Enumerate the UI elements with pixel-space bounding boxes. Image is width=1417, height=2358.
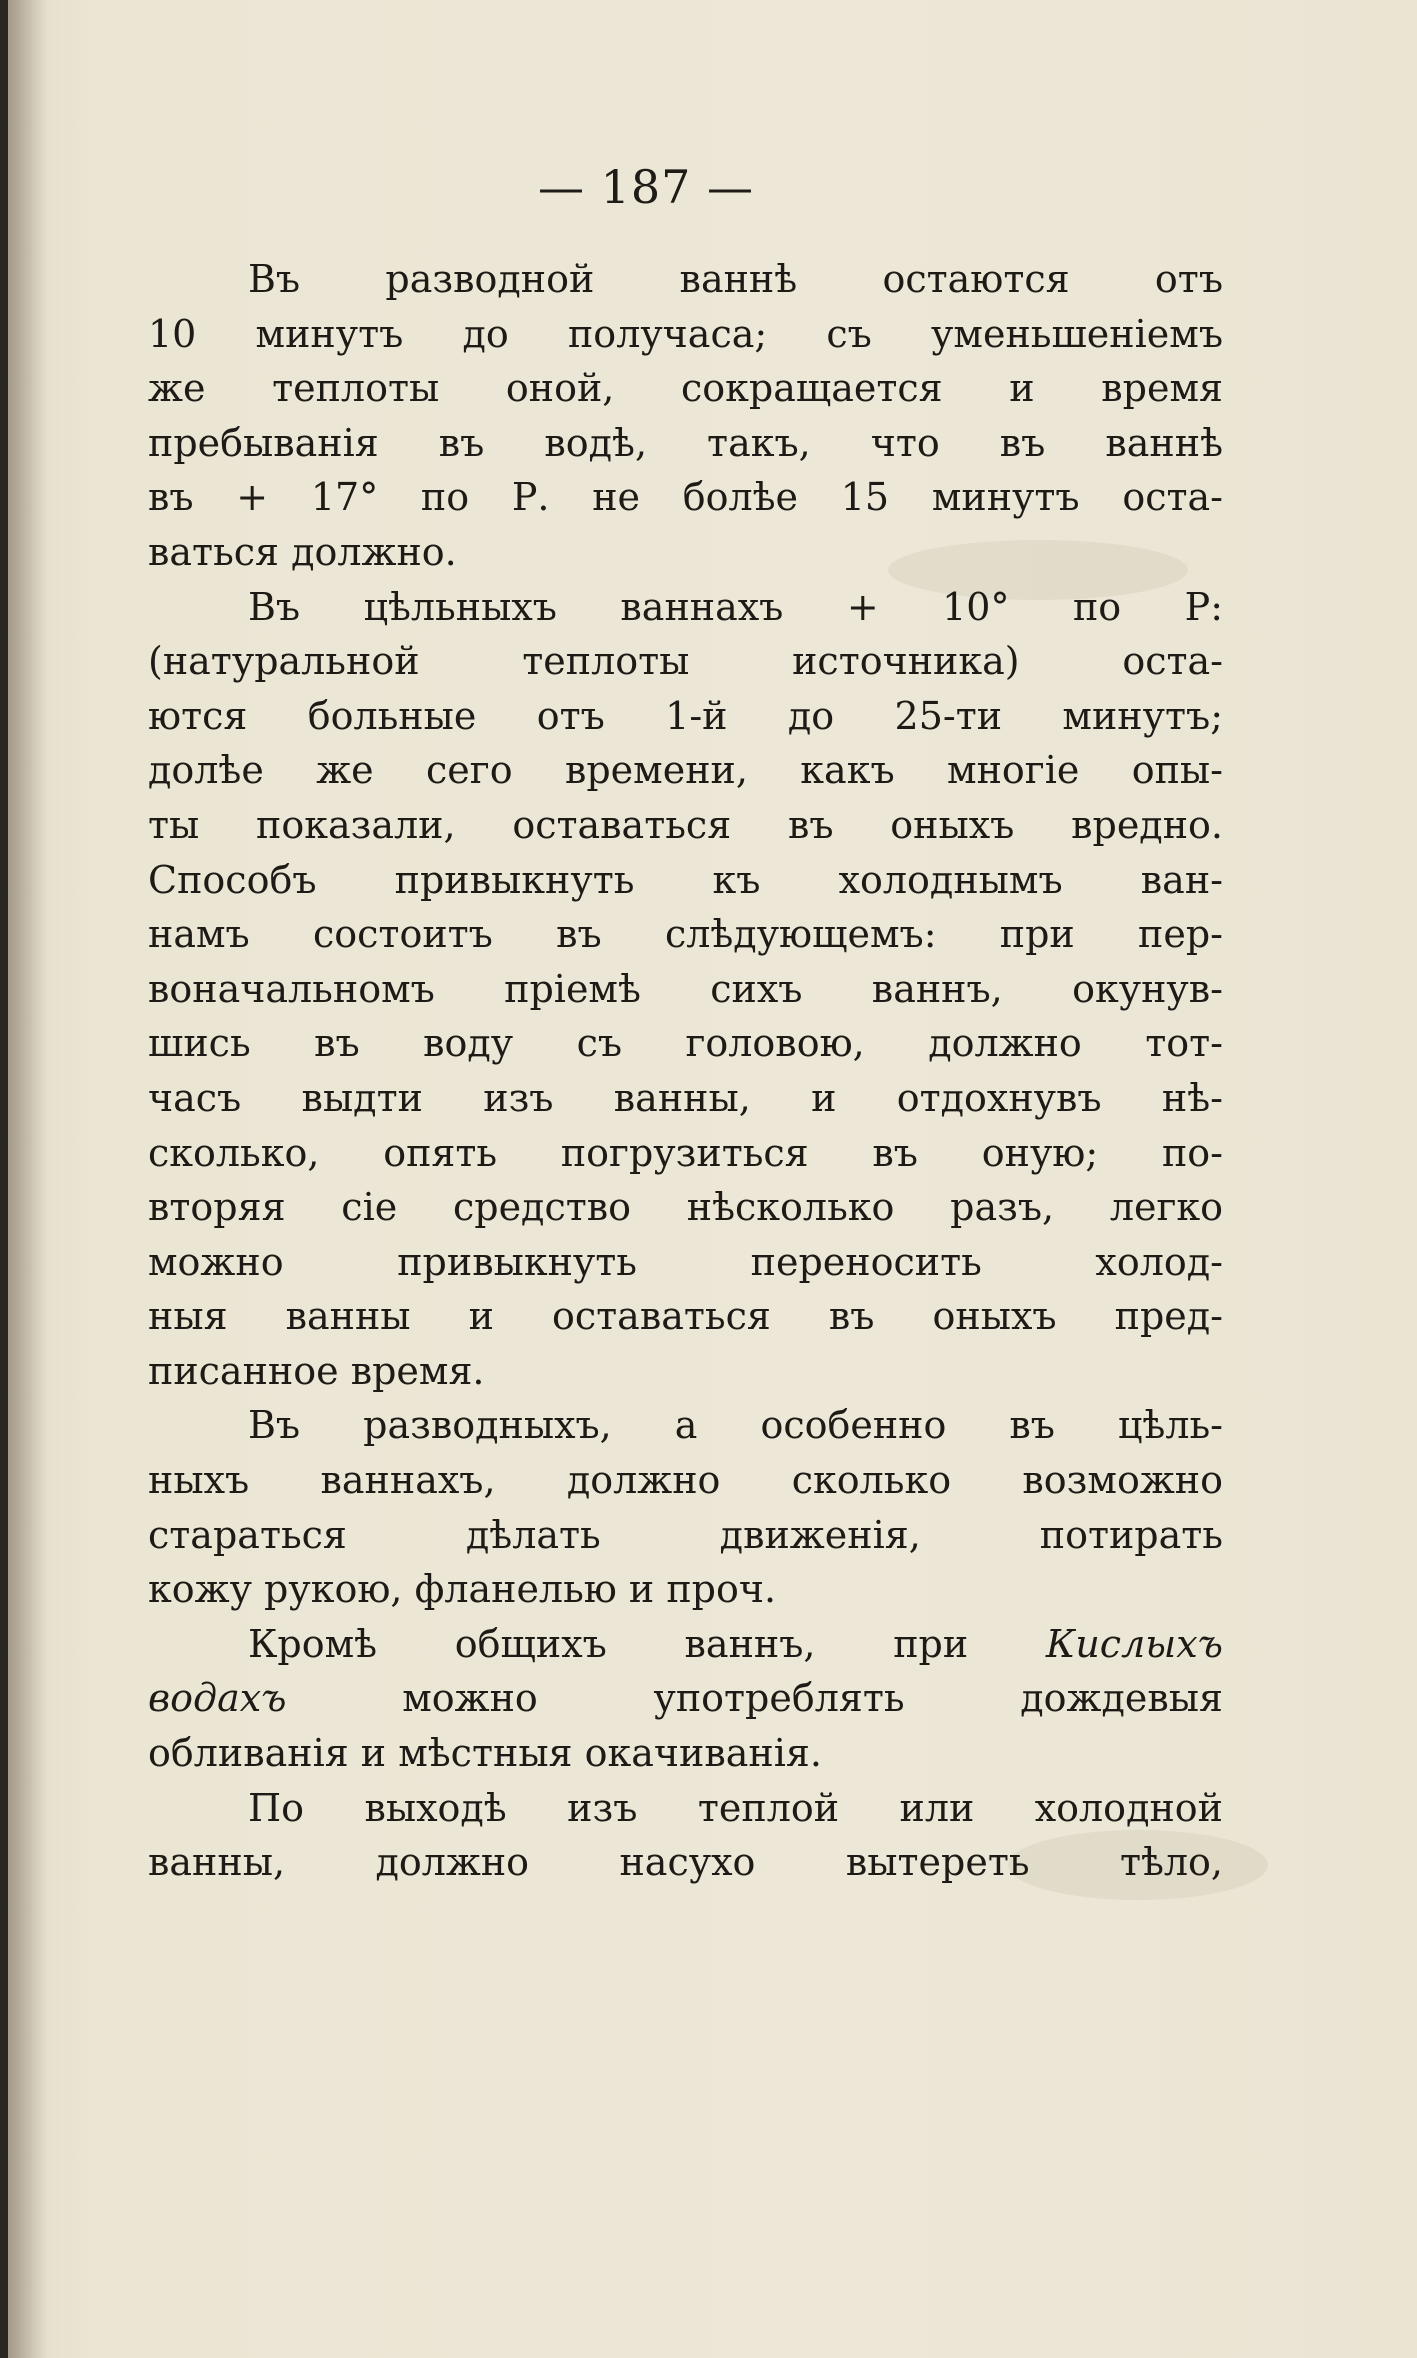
text-line: ныхъ ваннахъ, должно сколько возможно: [148, 1458, 1223, 1503]
text-line: сколько, опять погрузиться въ оную; по-: [148, 1130, 1223, 1175]
text-line: Способъ привыкнуть къ холоднымъ ван-: [148, 857, 1223, 902]
text-line: [148, 1617, 1223, 1672]
text-line: По выходѣ изъ теплой или холодной: [248, 1785, 1223, 1830]
text-line: ныя ванны и оставаться въ оныхъ пред-: [148, 1294, 1223, 1339]
body-text: [148, 252, 1223, 1890]
text-fragment: Кромѣ общихъ ваннъ, при: [248, 1621, 1046, 1666]
text-line: [148, 1671, 1223, 1726]
book-page: [8, 0, 1417, 2358]
text-line: можно привыкнуть переносить холод-: [148, 1239, 1223, 1284]
text-line: пребыванія въ водѣ, такъ, что въ ваннѣ: [148, 420, 1223, 465]
text-fragment: можно употреблять дождевыя: [286, 1676, 1223, 1721]
text-line: обливанія и мѣстныя окачиванія.: [148, 1731, 822, 1776]
text-line: ванны, должно насухо вытереть тѣло,: [148, 1840, 1223, 1885]
text-line: ты показали, оставаться въ оныхъ вредно.: [148, 802, 1223, 847]
text-line: Въ разводной ваннѣ остаются отъ: [248, 257, 1223, 301]
text-line: намъ состоитъ въ слѣдующемъ: при пер-: [148, 912, 1223, 957]
page-number: — 187 —: [538, 160, 755, 214]
text-line: въ + 17° по Р. не болѣе 15 минутъ оста-: [148, 475, 1223, 520]
text-line: же теплоты оной, сокращается и время: [148, 366, 1223, 411]
text-line: Въ цѣльныхъ ваннахъ + 10° по Р:: [248, 584, 1223, 629]
text-line: писанное время.: [148, 1348, 485, 1393]
text-line: Въ разводныхъ, а особенно въ цѣль-: [248, 1403, 1223, 1448]
text-line: воначальномъ пріемѣ сихъ ваннъ, окунув-: [148, 966, 1223, 1011]
text-line: стараться дѣлать движенія, потирать: [148, 1512, 1223, 1557]
italic-term: водахъ: [148, 1676, 287, 1721]
text-line: вторяя сіе средство нѣсколько разъ, легко: [148, 1185, 1223, 1230]
text-line: ваться должно.: [148, 529, 457, 574]
text-line: часъ выдти изъ ванны, и отдохнувъ нѣ-: [148, 1075, 1223, 1120]
text-line: долѣе же сего времени, какъ многіе опы-: [148, 748, 1223, 793]
text-line: 10 минутъ до получаса; съ уменьшеніемъ: [148, 311, 1223, 356]
text-line: шись въ воду съ головою, должно тот-: [148, 1021, 1223, 1066]
italic-term: Кислыхъ: [1045, 1621, 1223, 1666]
text-line: (натуральной теплоты источника) оста-: [148, 639, 1223, 684]
text-line: ются больные отъ 1-й до 25-ти минутъ;: [148, 693, 1223, 738]
text-line: кожу рукою, фланелью и проч.: [148, 1567, 777, 1612]
